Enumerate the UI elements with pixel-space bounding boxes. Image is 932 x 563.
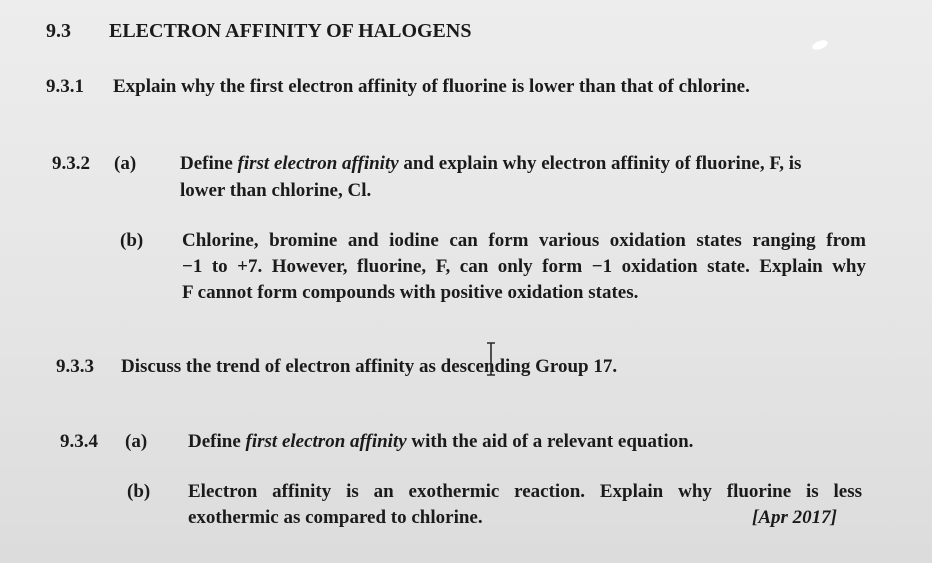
q932b-label: (b): [120, 230, 144, 251]
section-number: 9.3: [46, 20, 71, 42]
q932a-line1: Define first electron affinity and explain why electron affinity of fluorine, F, is: [180, 153, 802, 174]
q932a-line2: lower than chlorine, Cl.: [180, 180, 372, 201]
q934a-text: Define first electron affinity with the aid of a relevant equation.: [188, 431, 694, 452]
text-cursor-icon: [486, 342, 496, 376]
q931-number: 9.3.1: [46, 76, 84, 97]
q932b-line2: −1 to +7. However, fluorine, F, can only form −1 oxidation state. Explain why: [182, 256, 866, 277]
q934b-label: (b): [127, 481, 151, 502]
q932b-line3: F cannot form compounds with positive oxidation states.: [182, 282, 639, 303]
q934-number: 9.3.4: [60, 431, 98, 452]
exam-reference: [Apr 2017]: [752, 507, 837, 528]
q934a-label: (a): [125, 431, 148, 452]
q931-text: Explain why the first electron affinity of fluorine is lower than that of chlorine.: [113, 76, 750, 97]
q932a-label: (a): [114, 153, 137, 174]
q933-number: 9.3.3: [56, 356, 94, 377]
q934b-line2: exothermic as compared to chlorine.: [188, 507, 483, 528]
q934b-line1: Electron affinity is an exothermic reaction. Explain why fluorine is less: [188, 481, 862, 502]
section-title: ELECTRON AFFINITY OF HALOGENS: [109, 20, 472, 42]
q932b-line1: Chlorine, bromine and iodine can form various oxidation states ranging from: [182, 230, 866, 251]
q932-number: 9.3.2: [52, 153, 90, 174]
q933-text: Discuss the trend of electron affinity as descending Group 17.: [121, 356, 618, 377]
glare-spot: [811, 39, 829, 52]
